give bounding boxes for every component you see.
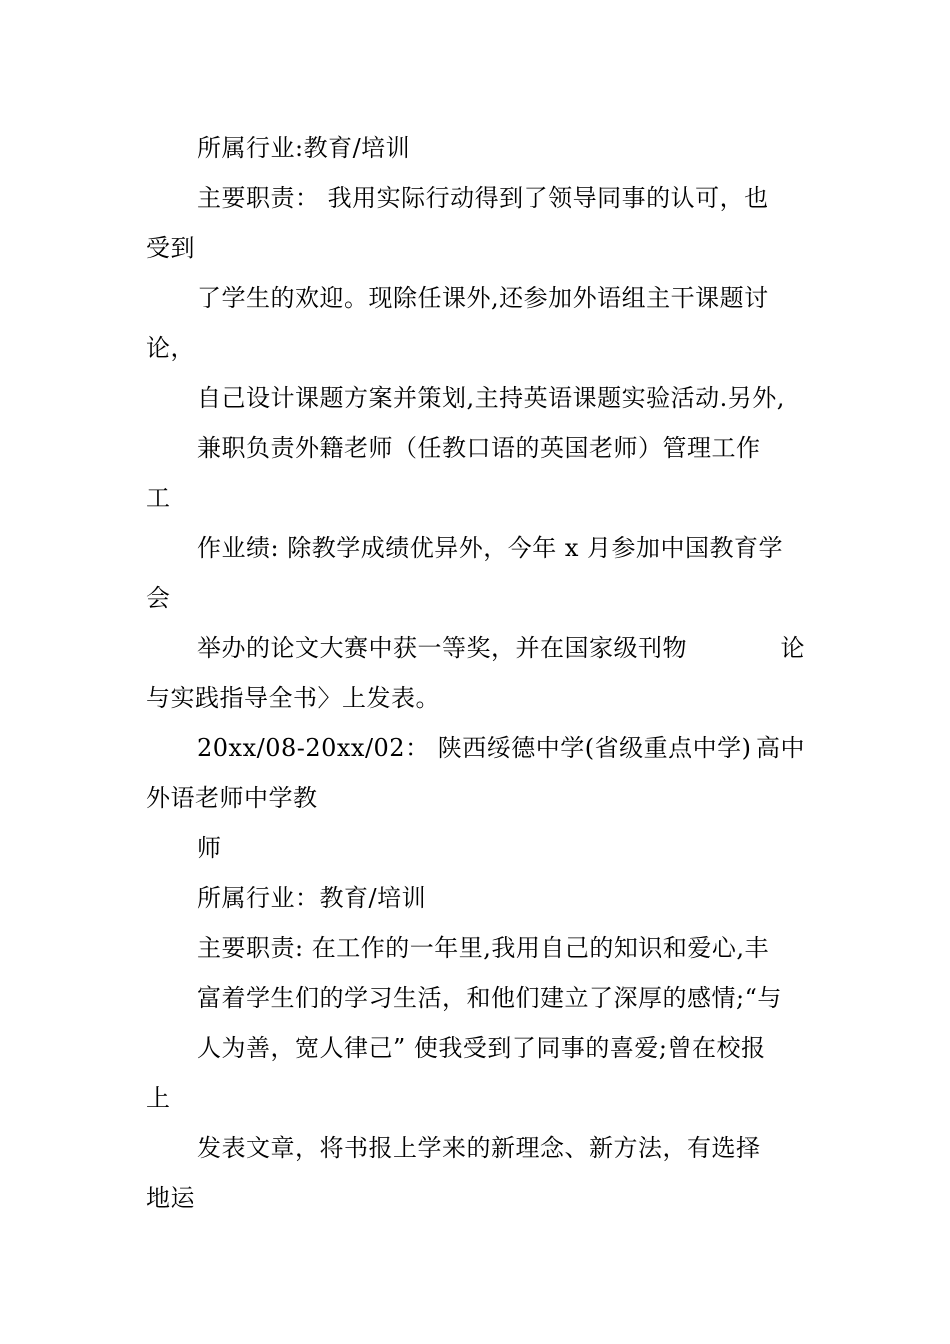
line-segment: 高中 xyxy=(756,734,805,762)
paragraph-line: 所属行业：教育/培训 xyxy=(197,884,427,912)
paragraph-line: 会 xyxy=(146,584,171,612)
paragraph-line xyxy=(197,733,805,763)
line-segment: 20xx/08-20xx/02： 陕西绥德中学(省级重点中学) xyxy=(197,734,752,762)
line-segment: 论 xyxy=(780,634,805,662)
paragraph-line: 工 xyxy=(146,484,171,512)
paragraph-line: 地运 xyxy=(146,1184,195,1212)
paragraph-line: 富着学生们的学习生活，和他们建立了深厚的感情;“与 xyxy=(197,984,782,1012)
paragraph-line: 所属行业:教育/培训 xyxy=(197,134,411,162)
paragraph-line: 主要职责: 在工作的一年里,我用自己的知识和爱心,丰 xyxy=(197,934,769,962)
paragraph-line: 自己设计课题方案并策划,主持英语课题实验活动.另外, xyxy=(197,384,785,412)
line-segment: 举办的论文大赛中获一等奖，并在国家级刊物 xyxy=(197,634,687,662)
paragraph-line: 论， xyxy=(146,334,195,362)
paragraph-line: 主要职责： 我用实际行动得到了领导同事的认可，也 xyxy=(197,184,769,212)
paragraph-line: 与实践指导全书〉上发表。 xyxy=(146,684,440,712)
paragraph-line: 兼职负责外籍老师（任教口语的英国老师）管理工作 xyxy=(197,434,761,462)
paragraph-line: 发表文章，将书报上学来的新理念、新方法，有选择 xyxy=(197,1134,761,1162)
paragraph-line: 作业绩: 除教学成绩优异外，今年 x 月参加中国教育学 xyxy=(197,534,784,562)
paragraph-line: 外语老师中学教 xyxy=(146,784,318,812)
paragraph-line: 人为善，宽人律己” 使我受到了同事的喜爱;曾在校报 xyxy=(197,1034,766,1062)
paragraph-line xyxy=(197,633,805,663)
paragraph-line: 受到 xyxy=(146,234,195,262)
paragraph-line: 上 xyxy=(146,1084,171,1112)
paragraph-line: 师 xyxy=(197,834,222,862)
paragraph-line: 了学生的欢迎。现除任课外,还参加外语组主干课题讨 xyxy=(197,284,769,312)
